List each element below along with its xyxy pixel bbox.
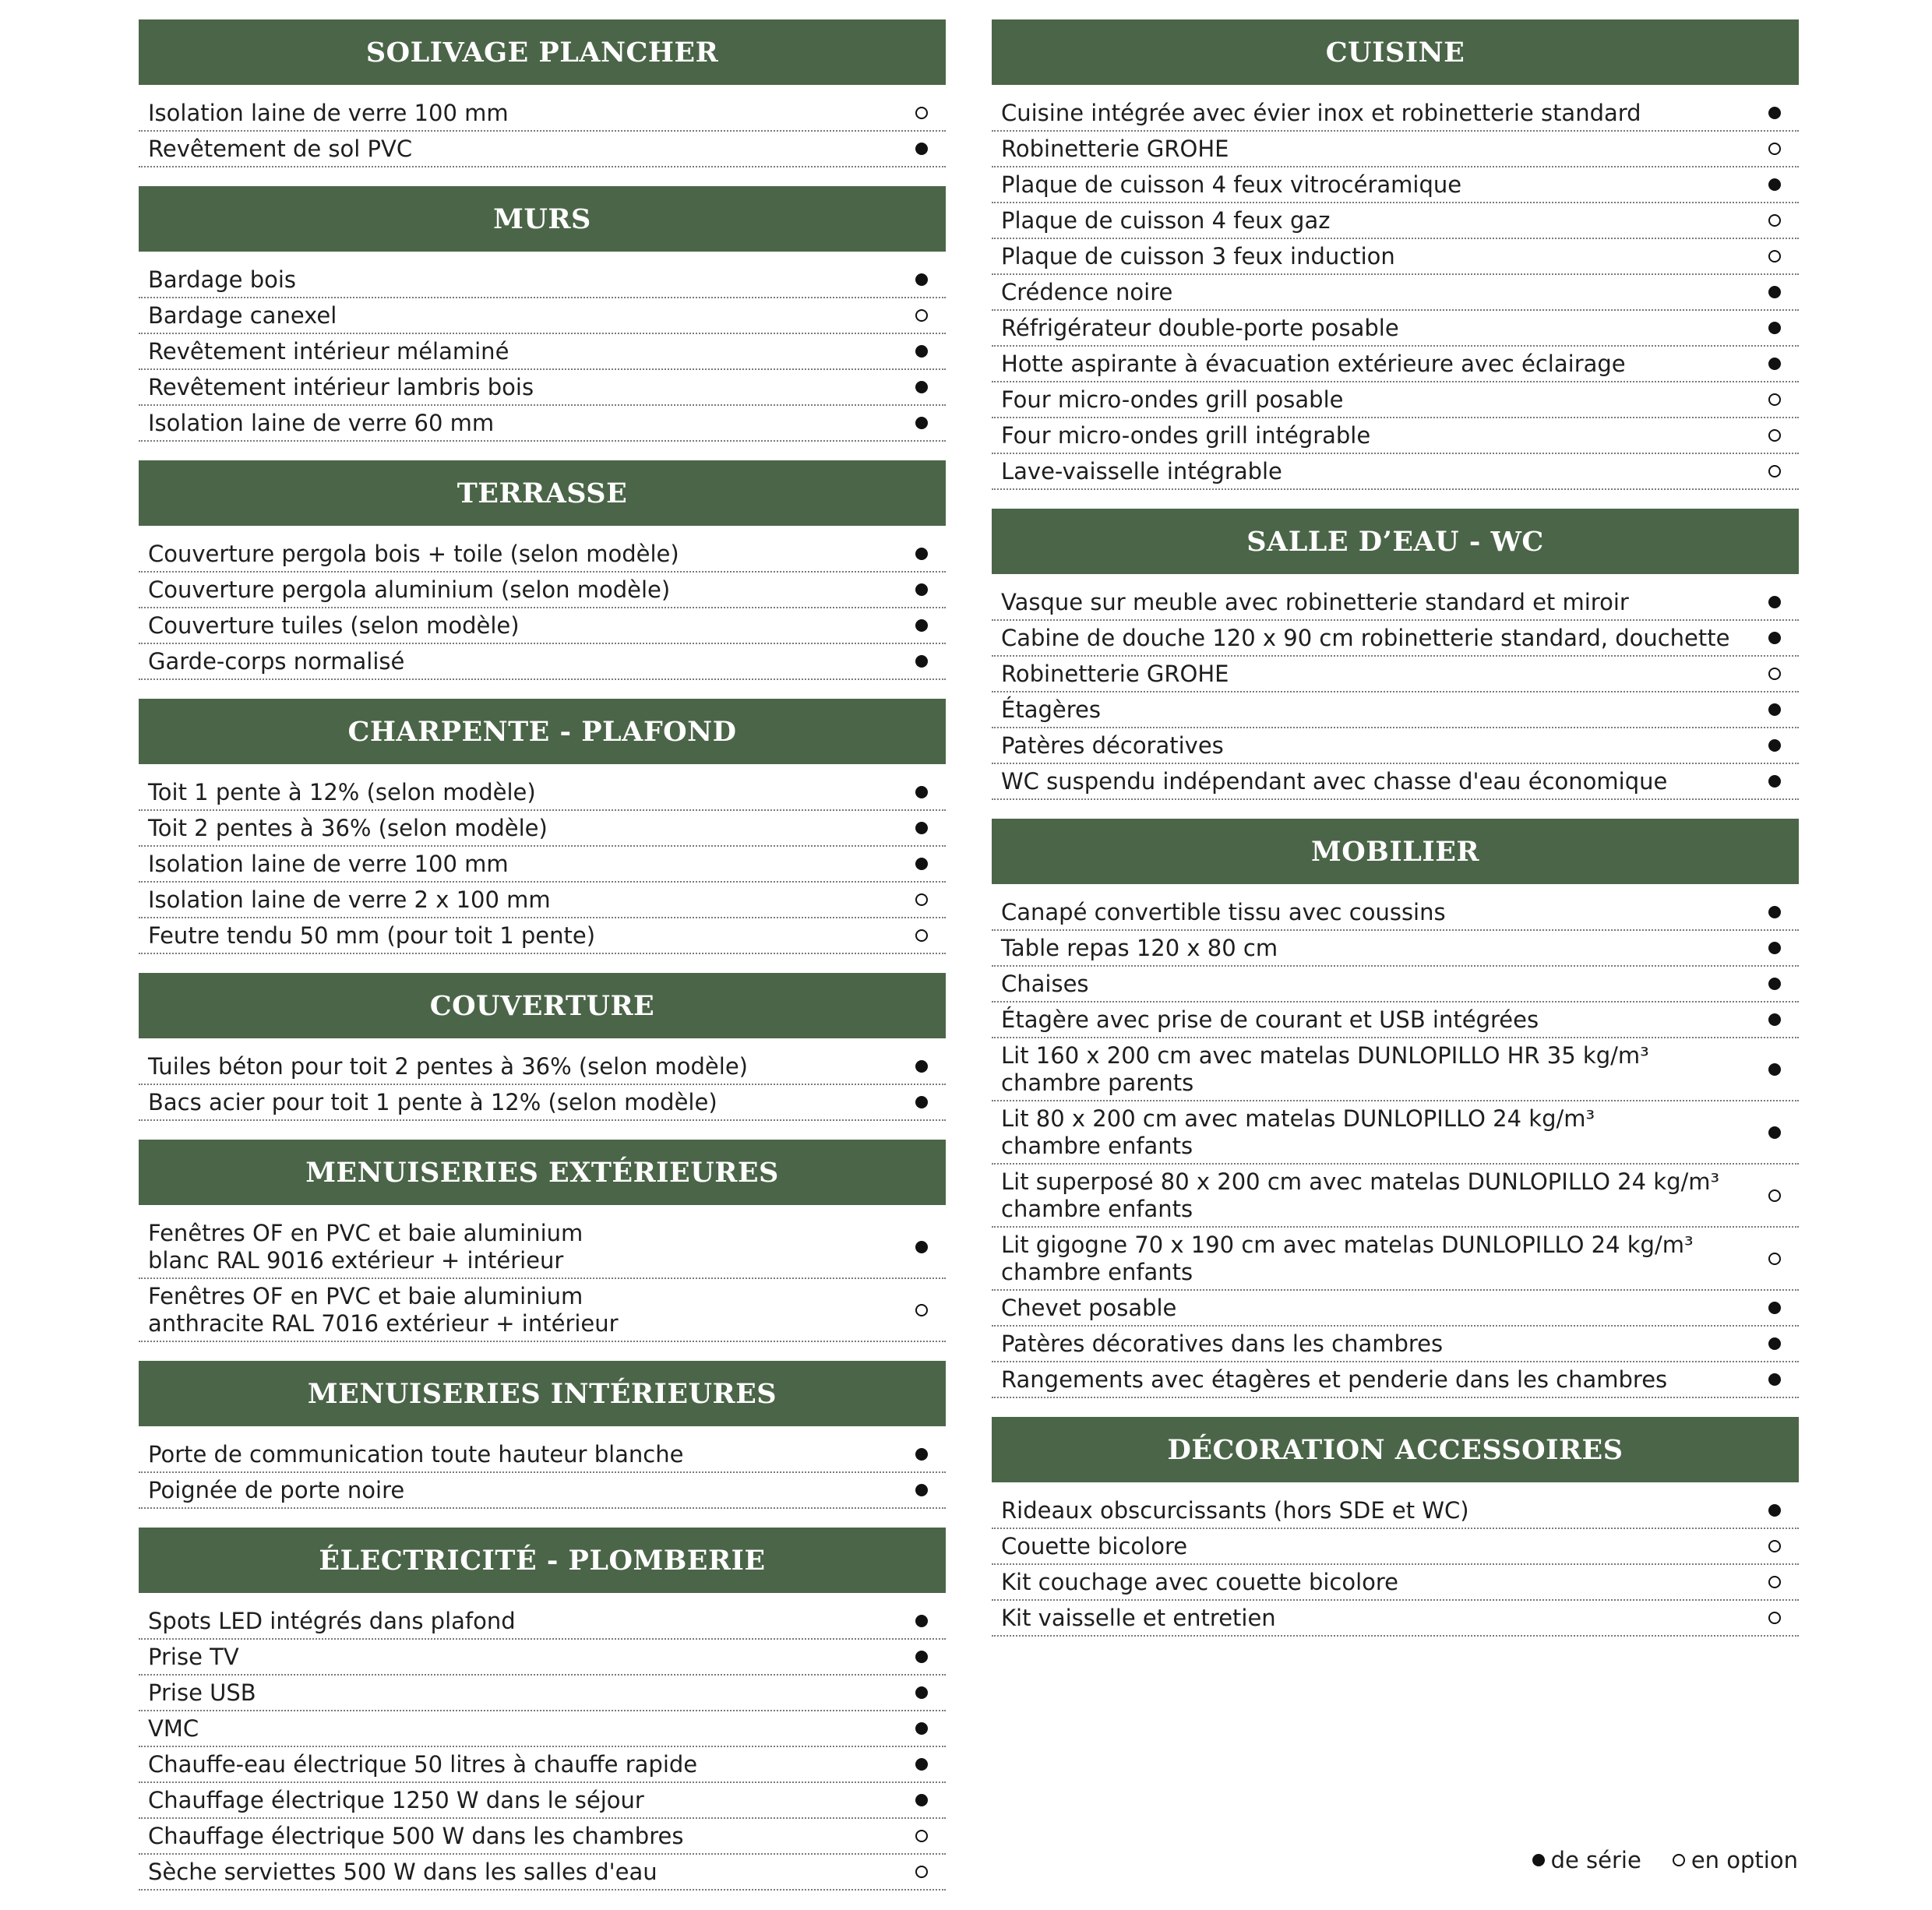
- section-menuiseries-exterieures: [139, 1140, 946, 1342]
- item-label: Tuiles béton pour toit 2 pentes à 36% (selon modèle): [148, 1052, 748, 1080]
- item-list: [992, 1482, 1799, 1637]
- section-couverture: [139, 973, 946, 1121]
- status-mark: [1761, 1003, 1788, 1037]
- item-label: Lit 160 x 200 cm avec matelas DUNLOPILLO HR 35 kg/m³ chambre parents: [1001, 1041, 1649, 1096]
- filled-dot-icon: [915, 1241, 928, 1253]
- status-mark: [908, 1293, 935, 1327]
- filled-dot-icon: [1768, 906, 1781, 918]
- item-label: Fenêtres OF en PVC et baie aluminium anthracite RAL 7016 extérieur + intérieur: [148, 1282, 619, 1337]
- item-list: [992, 884, 1799, 1398]
- item-label: Chauffe-eau électrique 50 litres à chauffe rapide: [148, 1750, 698, 1778]
- item-label: Prise USB: [148, 1679, 256, 1706]
- status-mark: [908, 847, 935, 881]
- status-mark: [908, 644, 935, 678]
- list-item: [992, 275, 1799, 311]
- status-mark: [908, 1676, 935, 1710]
- list-item: [992, 621, 1799, 657]
- list-item: [992, 203, 1799, 239]
- empty-dot-icon: [1768, 465, 1781, 477]
- status-mark: [1761, 132, 1788, 166]
- empty-dot-icon: [1768, 393, 1781, 406]
- list-item: [139, 1279, 946, 1342]
- item-label: Plaque de cuisson 4 feux gaz: [1001, 206, 1331, 234]
- filled-dot-icon: [915, 1758, 928, 1771]
- status-mark: [908, 608, 935, 643]
- list-item: [992, 1362, 1799, 1398]
- item-label: Prise TV: [148, 1643, 239, 1670]
- list-item: [992, 1601, 1799, 1637]
- status-mark: [1761, 203, 1788, 238]
- filled-dot-icon: [915, 143, 928, 155]
- empty-dot-icon: [1768, 1253, 1781, 1265]
- list-item: [139, 537, 946, 573]
- list-item: [992, 895, 1799, 931]
- item-label: Revêtement intérieur lambris bois: [148, 373, 534, 400]
- status-mark: [908, 1049, 935, 1084]
- filled-dot-icon: [1768, 1373, 1781, 1386]
- list-item: [992, 967, 1799, 1003]
- section-title: CHARPENTE - PLAFOND: [139, 699, 946, 764]
- item-label: VMC: [148, 1714, 199, 1742]
- list-item: [992, 692, 1799, 728]
- filled-dot-icon: [1768, 107, 1781, 119]
- item-label: Garde-corps normalisé: [148, 647, 405, 675]
- list-item: [992, 1038, 1799, 1101]
- list-item: [992, 1327, 1799, 1362]
- item-label: Couette bicolore: [1001, 1532, 1188, 1559]
- status-mark: [908, 1855, 935, 1889]
- item-label: Isolation laine de verre 60 mm: [148, 409, 495, 436]
- filled-dot-icon: [1768, 1126, 1781, 1139]
- status-mark: [908, 370, 935, 404]
- item-label: Bacs acier pour toit 1 pente à 12% (selon modèle): [148, 1088, 717, 1115]
- status-mark: [1761, 96, 1788, 130]
- item-list: [139, 1593, 946, 1891]
- filled-dot-icon: [1768, 358, 1781, 370]
- legend-option-label: en option: [1690, 1847, 1798, 1873]
- status-mark: [908, 537, 935, 571]
- status-mark: [1761, 1362, 1788, 1397]
- item-list: [139, 1426, 946, 1509]
- status-mark: [1761, 1291, 1788, 1325]
- status-mark: [1761, 692, 1788, 727]
- item-label: Isolation laine de verre 100 mm: [148, 99, 509, 126]
- item-label: Poignée de porte noire: [148, 1476, 405, 1503]
- item-label: Vasque sur meuble avec robinetterie standard et miroir: [1001, 588, 1629, 615]
- status-mark: [908, 96, 935, 130]
- item-label: Four micro-ondes grill posable: [1001, 386, 1344, 413]
- section-title: MENUISERIES EXTÉRIEURES: [139, 1140, 946, 1205]
- item-label: Lave-vaisselle intégrable: [1001, 457, 1282, 485]
- list-item: [992, 418, 1799, 454]
- empty-dot-icon: [1768, 668, 1781, 680]
- item-label: Chevet posable: [1001, 1294, 1177, 1321]
- empty-dot-icon: [915, 929, 928, 942]
- status-mark: [908, 1819, 935, 1853]
- filled-dot-icon: [1768, 1504, 1781, 1517]
- status-mark: [1761, 764, 1788, 798]
- filled-dot-icon: [915, 273, 928, 286]
- status-mark: [1761, 382, 1788, 417]
- list-item: [139, 1855, 946, 1891]
- filled-dot-icon: [915, 655, 928, 668]
- item-label: Spots LED intégrés dans plafond: [148, 1607, 516, 1634]
- list-item: [139, 298, 946, 334]
- item-label: Couverture pergola aluminium (selon modèle): [148, 576, 671, 603]
- item-label: Four micro-ondes grill intégrable: [1001, 421, 1371, 449]
- list-item: [139, 1711, 946, 1747]
- item-label: Lit gigogne 70 x 190 cm avec matelas DUNLOPILLO 24 kg/m³ chambre enfants: [1001, 1231, 1694, 1285]
- list-item: [139, 811, 946, 847]
- list-item: [139, 132, 946, 167]
- item-label: Lit superposé 80 x 200 cm avec matelas DUNLOPILLO 24 kg/m³ chambre enfants: [1001, 1168, 1720, 1222]
- empty-dot-icon: [1768, 1540, 1781, 1552]
- item-label: Patères décoratives dans les chambres: [1001, 1330, 1444, 1357]
- filled-dot-icon: [1768, 703, 1781, 716]
- section-cuisine: [992, 19, 1799, 490]
- item-label: Robinetterie GROHE: [1001, 135, 1229, 162]
- list-item: [139, 847, 946, 883]
- filled-dot-icon: [915, 583, 928, 596]
- filled-dot-icon: [1768, 632, 1781, 644]
- list-item: [139, 644, 946, 680]
- filled-dot-icon: [1768, 322, 1781, 334]
- legend-option: [1673, 1847, 1798, 1873]
- status-mark: [1761, 418, 1788, 453]
- empty-dot-icon: [915, 309, 928, 322]
- status-mark: [908, 883, 935, 917]
- item-label: Couverture pergola bois + toile (selon modèle): [148, 540, 679, 567]
- empty-dot-icon: [915, 107, 928, 119]
- item-label: Rideaux obscurcissants (hors SDE et WC): [1001, 1496, 1469, 1524]
- item-list: [992, 85, 1799, 490]
- section-title: TERRASSE: [139, 460, 946, 526]
- section-electricite-plomberie: [139, 1528, 946, 1891]
- filled-dot-icon: [915, 858, 928, 870]
- item-label: Kit couchage avec couette bicolore: [1001, 1568, 1399, 1595]
- status-mark: [908, 1230, 935, 1264]
- item-label: Plaque de cuisson 4 feux vitrocéramique: [1001, 171, 1462, 198]
- item-label: Bardage canexel: [148, 301, 337, 329]
- filled-dot-icon: [915, 1686, 928, 1699]
- filled-dot-icon: [915, 619, 928, 632]
- item-label: Toit 1 pente à 12% (selon modèle): [148, 778, 536, 805]
- item-label: Revêtement de sol PVC: [148, 135, 413, 162]
- status-mark: [1761, 1565, 1788, 1599]
- section-menuiseries-interieures: [139, 1361, 946, 1509]
- list-item: [139, 608, 946, 644]
- legend-serie-label: de série: [1550, 1847, 1641, 1873]
- item-label: Couverture tuiles (selon modèle): [148, 611, 520, 639]
- filled-dot-icon: [1768, 739, 1781, 752]
- item-label: Réfrigérateur double-porte posable: [1001, 314, 1399, 341]
- filled-dot-icon: [915, 1060, 928, 1073]
- section-title: COUVERTURE: [139, 973, 946, 1038]
- status-mark: [908, 263, 935, 297]
- empty-dot-icon: [1673, 1854, 1685, 1866]
- list-item: [139, 918, 946, 954]
- list-item: [139, 1085, 946, 1121]
- item-label: Rangements avec étagères et penderie dans les chambres: [1001, 1366, 1668, 1393]
- status-mark: [1761, 1242, 1788, 1276]
- empty-dot-icon: [1768, 429, 1781, 442]
- list-item: [139, 1049, 946, 1085]
- status-mark: [1761, 347, 1788, 381]
- section-title: SALLE D’EAU - WC: [992, 509, 1799, 574]
- item-list: [139, 1205, 946, 1342]
- item-label: Table repas 120 x 80 cm: [1001, 934, 1278, 961]
- list-item: [139, 1783, 946, 1819]
- filled-dot-icon: [1768, 1302, 1781, 1314]
- status-mark: [908, 406, 935, 440]
- item-label: Canapé convertible tissu avec coussins: [1001, 898, 1446, 925]
- filled-dot-icon: [915, 1722, 928, 1735]
- item-label: Robinetterie GROHE: [1001, 660, 1229, 687]
- item-label: WC suspendu indépendant avec chasse d'eau économique: [1001, 767, 1668, 795]
- status-mark: [1761, 239, 1788, 273]
- list-item: [992, 96, 1799, 132]
- filled-dot-icon: [1768, 178, 1781, 191]
- list-item: [139, 263, 946, 298]
- filled-dot-icon: [915, 786, 928, 798]
- empty-dot-icon: [915, 1866, 928, 1878]
- item-label: Cabine de douche 120 x 90 cm robinetterie standard, douchette: [1001, 624, 1730, 651]
- empty-dot-icon: [1768, 1612, 1781, 1624]
- filled-dot-icon: [915, 345, 928, 358]
- filled-dot-icon: [915, 417, 928, 429]
- item-label: Chauffage électrique 1250 W dans le séjour: [148, 1786, 644, 1813]
- status-mark: [1761, 167, 1788, 202]
- filled-dot-icon: [1768, 942, 1781, 954]
- section-title: CUISINE: [992, 19, 1799, 85]
- item-label: Étagères: [1001, 696, 1101, 723]
- section-title: DÉCORATION ACCESSOIRES: [992, 1417, 1799, 1482]
- section-title: SOLIVAGE PLANCHER: [139, 19, 946, 85]
- section-title: ÉLECTRICITÉ - PLOMBERIE: [139, 1528, 946, 1593]
- status-mark: [1761, 1179, 1788, 1213]
- right-column: [992, 19, 1799, 1655]
- item-label: Patères décoratives: [1001, 731, 1224, 759]
- section-title: MENUISERIES INTÉRIEURES: [139, 1361, 946, 1426]
- item-label: Chauffage électrique 500 W dans les chambres: [148, 1822, 684, 1849]
- left-column: [139, 19, 946, 1909]
- list-item: [139, 334, 946, 370]
- list-item: [992, 1291, 1799, 1327]
- filled-dot-icon: [1768, 1013, 1781, 1026]
- filled-dot-icon: [1768, 1337, 1781, 1350]
- filled-dot-icon: [1768, 286, 1781, 298]
- item-label: Sèche serviettes 500 W dans les salles d'eau: [148, 1858, 658, 1885]
- list-item: [992, 1565, 1799, 1601]
- list-item: [139, 1747, 946, 1783]
- status-mark: [1761, 454, 1788, 488]
- section-terrasse: [139, 460, 946, 680]
- status-mark: [908, 1711, 935, 1746]
- item-label: Étagère avec prise de courant et USB intégrées: [1001, 1006, 1539, 1033]
- status-mark: [1761, 931, 1788, 965]
- empty-dot-icon: [1768, 214, 1781, 227]
- status-mark: [908, 918, 935, 953]
- section-title: MOBILIER: [992, 819, 1799, 884]
- list-item: [992, 728, 1799, 764]
- list-item: [992, 764, 1799, 800]
- section-charpente-plafond: [139, 699, 946, 954]
- list-item: [992, 931, 1799, 967]
- status-mark: [1761, 275, 1788, 309]
- empty-dot-icon: [1768, 250, 1781, 263]
- item-label: Toit 2 pentes à 36% (selon modèle): [148, 814, 548, 841]
- legend: [1532, 1847, 1798, 1873]
- list-item: [992, 1529, 1799, 1565]
- item-label: Revêtement intérieur mélaminé: [148, 337, 509, 365]
- status-mark: [908, 298, 935, 333]
- list-item: [139, 775, 946, 811]
- item-list: [992, 574, 1799, 800]
- status-mark: [1761, 895, 1788, 929]
- item-label: Isolation laine de verre 2 x 100 mm: [148, 886, 551, 913]
- filled-dot-icon: [915, 1484, 928, 1496]
- status-mark: [1761, 585, 1788, 619]
- status-mark: [908, 1473, 935, 1507]
- empty-dot-icon: [1768, 143, 1781, 155]
- empty-dot-icon: [915, 1830, 928, 1842]
- empty-dot-icon: [1768, 1576, 1781, 1588]
- list-item: [139, 1473, 946, 1509]
- filled-dot-icon: [915, 1096, 928, 1108]
- list-item: [992, 454, 1799, 490]
- item-list: [139, 526, 946, 680]
- status-mark: [1761, 621, 1788, 655]
- filled-dot-icon: [915, 1615, 928, 1627]
- list-item: [992, 132, 1799, 167]
- list-item: [139, 1216, 946, 1279]
- list-item: [992, 347, 1799, 382]
- status-mark: [908, 132, 935, 166]
- status-mark: [1761, 728, 1788, 763]
- status-mark: [908, 811, 935, 845]
- item-label: Porte de communication toute hauteur blanche: [148, 1440, 684, 1468]
- item-list: [139, 1038, 946, 1121]
- filled-dot-icon: [915, 822, 928, 834]
- section-murs: [139, 186, 946, 442]
- section-decoration-accessoires: [992, 1417, 1799, 1637]
- item-label: Cuisine intégrée avec évier inox et robinetterie standard: [1001, 99, 1641, 126]
- list-item: [139, 573, 946, 608]
- list-item: [139, 96, 946, 132]
- list-item: [139, 406, 946, 442]
- status-mark: [1761, 1115, 1788, 1150]
- list-item: [139, 1819, 946, 1855]
- status-mark: [908, 1747, 935, 1781]
- filled-dot-icon: [915, 1448, 928, 1461]
- filled-dot-icon: [915, 381, 928, 393]
- item-label: Chaises: [1001, 970, 1089, 997]
- status-mark: [908, 1640, 935, 1674]
- list-item: [139, 1640, 946, 1676]
- item-list: [139, 252, 946, 442]
- status-mark: [1761, 1493, 1788, 1528]
- status-mark: [908, 1604, 935, 1638]
- status-mark: [1761, 967, 1788, 1001]
- filled-dot-icon: [915, 1794, 928, 1806]
- item-label: Bardage bois: [148, 266, 297, 293]
- filled-dot-icon: [1768, 596, 1781, 608]
- list-item: [992, 1165, 1799, 1228]
- item-label: Crédence noire: [1001, 278, 1173, 305]
- list-item: [992, 382, 1799, 418]
- filled-dot-icon: [915, 1651, 928, 1663]
- list-item: [992, 311, 1799, 347]
- list-item: [139, 1437, 946, 1473]
- item-label: Fenêtres OF en PVC et baie aluminium blanc RAL 9016 extérieur + intérieur: [148, 1219, 583, 1274]
- filled-dot-icon: [1768, 1063, 1781, 1076]
- status-mark: [1761, 311, 1788, 345]
- status-mark: [1761, 1529, 1788, 1563]
- status-mark: [908, 1437, 935, 1471]
- item-label: Plaque de cuisson 3 feux induction: [1001, 242, 1395, 270]
- filled-dot-icon: [1532, 1854, 1545, 1866]
- status-mark: [1761, 657, 1788, 691]
- item-list: [139, 85, 946, 167]
- status-mark: [908, 1085, 935, 1119]
- item-list: [139, 764, 946, 954]
- filled-dot-icon: [1768, 978, 1781, 990]
- empty-dot-icon: [915, 1304, 928, 1316]
- empty-dot-icon: [915, 893, 928, 906]
- list-item: [139, 1676, 946, 1711]
- status-mark: [908, 334, 935, 368]
- status-mark: [908, 1783, 935, 1817]
- empty-dot-icon: [1768, 1189, 1781, 1202]
- filled-dot-icon: [1768, 775, 1781, 788]
- list-item: [992, 1101, 1799, 1165]
- status-mark: [1761, 1327, 1788, 1361]
- list-item: [139, 883, 946, 918]
- section-title: MURS: [139, 186, 946, 252]
- legend-serie: [1532, 1847, 1641, 1873]
- item-label: Kit vaisselle et entretien: [1001, 1604, 1276, 1631]
- status-mark: [1761, 1052, 1788, 1087]
- section-mobilier: [992, 819, 1799, 1398]
- item-label: Isolation laine de verre 100 mm: [148, 850, 509, 877]
- list-item: [992, 167, 1799, 203]
- section-salle-d-eau-wc: [992, 509, 1799, 800]
- filled-dot-icon: [915, 548, 928, 560]
- list-item: [139, 370, 946, 406]
- list-item: [992, 657, 1799, 692]
- list-item: [992, 1493, 1799, 1529]
- status-mark: [908, 573, 935, 607]
- status-mark: [1761, 1601, 1788, 1635]
- list-item: [992, 239, 1799, 275]
- item-label: Hotte aspirante à évacuation extérieure avec éclairage: [1001, 350, 1626, 377]
- list-item: [992, 585, 1799, 621]
- item-label: Lit 80 x 200 cm avec matelas DUNLOPILLO 24 kg/m³ chambre enfants: [1001, 1105, 1595, 1159]
- list-item: [992, 1003, 1799, 1038]
- section-solivage-plancher: [139, 19, 946, 167]
- item-label: Feutre tendu 50 mm (pour toit 1 pente): [148, 922, 596, 949]
- list-item: [992, 1228, 1799, 1291]
- status-mark: [908, 775, 935, 809]
- list-item: [139, 1604, 946, 1640]
